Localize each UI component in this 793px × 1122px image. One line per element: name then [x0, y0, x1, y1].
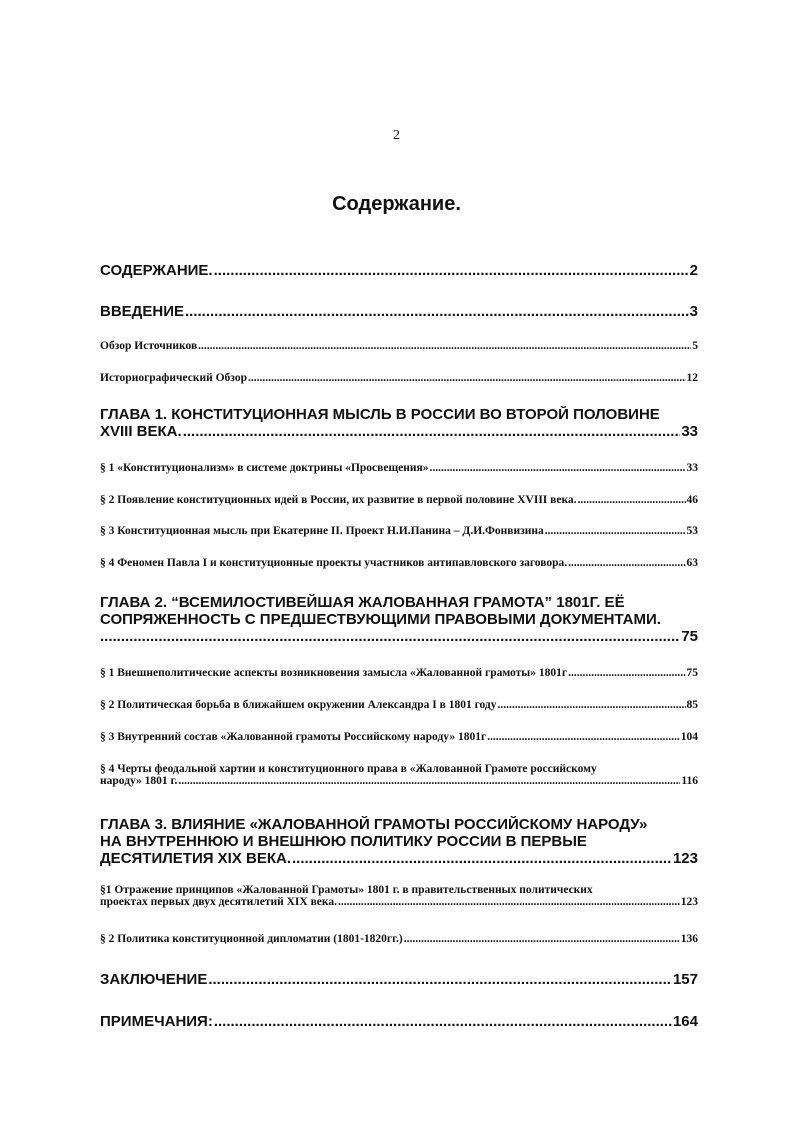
- toc-leader: [430, 462, 686, 474]
- toc-entry-section-2-3[interactable]: [100, 731, 698, 743]
- toc-entry-page: 2: [689, 262, 698, 279]
- toc-entry-title-line-1: §1 Отражение принципов «Жалованной Грамоты» 1801 г. в правительственных политических: [100, 884, 593, 896]
- toc-entry-title: Обзор Источников: [100, 340, 198, 352]
- toc-leader: [248, 372, 685, 384]
- toc-entry-page: 5: [692, 340, 698, 352]
- toc-leader: [568, 557, 685, 569]
- toc-entry-title: § 2 Политическая борьба в ближайшем окружении Александра I в 1801 году: [100, 699, 497, 711]
- toc-entry-sources-review[interactable]: [100, 340, 698, 352]
- toc-entry-section-2-1[interactable]: [100, 667, 698, 679]
- toc-entry-title: § 2 Политика конституционной дипломатии (1801-1820гг.): [100, 933, 403, 945]
- toc-leader: [292, 850, 672, 867]
- toc-entry-page: 123: [672, 850, 698, 867]
- toc-entry-page: 12: [686, 372, 698, 384]
- toc-entry-title-line-2: СОПРЯЖЕННОСТЬ С ПРЕДШЕСТВУЮЩИМИ ПРАВОВЫМИ ДОКУМЕНТАМИ.: [100, 611, 661, 628]
- toc-entry-page: 53: [686, 525, 698, 537]
- toc-entry-section-2-4[interactable]: [100, 763, 698, 787]
- toc-entry-page: 104: [680, 731, 698, 743]
- toc-entry-contents[interactable]: [100, 262, 698, 279]
- toc-entry-page: 33: [686, 462, 698, 474]
- toc-entry-title-line-1: ГЛАВА 2. “ВСЕМИЛОСТИВЕЙШАЯ ЖАЛОВАННАЯ ГРАМОТА” 1801Г. ЕЁ: [100, 594, 625, 611]
- toc-entry-page: 85: [686, 699, 698, 711]
- toc-leader: [198, 340, 691, 352]
- toc-leader: [545, 525, 686, 537]
- toc-entry-title: § 3 Конституционная мысль при Екатерине II. Проект Н.И.Панина – Д.И.Фонвизина: [100, 525, 544, 537]
- toc-entry-chapter-2[interactable]: [100, 594, 698, 645]
- toc-leader: [487, 731, 680, 743]
- toc-entry-section-1-3[interactable]: [100, 525, 698, 537]
- toc-entry-section-3-2[interactable]: [100, 933, 698, 945]
- toc-entry-page: 116: [681, 775, 698, 787]
- toc-entry-section-2-2[interactable]: [100, 699, 698, 711]
- toc-entry-title-line-1: ГЛАВА 3. ВЛИЯНИЕ «ЖАЛОВАННОЙ ГРАМОТЫ РОССИЙСКОМУ НАРОДУ»: [100, 816, 648, 833]
- toc-entry-page: 123: [680, 896, 698, 908]
- toc-entry-title-line-1: ГЛАВА 1. КОНСТИТУЦИОННАЯ МЫСЛЬ В РОССИИ ВО ВТОРОЙ ПОЛОВИНЕ: [100, 406, 660, 423]
- toc-entry-page: 75: [686, 667, 698, 679]
- toc-entry-title: § 4 Феномен Павла I и конституционные проекты участников антипавловского заговора.: [100, 557, 568, 569]
- toc-entry-title-line-1: § 4 Черты феодальной хартии и конституционного права в «Жалованной Грамоте российскому: [100, 763, 597, 775]
- toc-entry-title: § 1 Внешнеполитические аспекты возникновения замысла «Жалованной грамоты» 1801г: [100, 667, 568, 679]
- toc-leader: [100, 628, 680, 645]
- toc-entry-title-line-2: НА ВНУТРЕННЮЮ И ВНЕШНЮЮ ПОЛИТИКУ РОССИИ В ПЕРВЫЕ: [100, 833, 587, 850]
- toc-entry-title: Историографический Обзор: [100, 372, 248, 384]
- toc-entry-title: § 1 «Конституционализм» в системе доктрины «Просвещения»: [100, 462, 429, 474]
- toc-entry-historiography[interactable]: [100, 372, 698, 384]
- toc-entry-chapter-1[interactable]: [100, 406, 698, 440]
- toc-leader: [208, 971, 672, 988]
- toc-leader: [183, 423, 681, 440]
- toc-entry-title-line-2: XVIII ВЕКА.: [100, 423, 182, 440]
- toc-leader: [178, 775, 680, 787]
- toc-entry-title: СОДЕРЖАНИЕ.: [100, 262, 213, 279]
- toc-leader: [578, 494, 686, 506]
- toc-entry-introduction[interactable]: [100, 303, 698, 320]
- toc-entry-title-line-2: проектах первых двух десятилетий XIX века.: [100, 896, 337, 908]
- toc-leader: [338, 896, 680, 908]
- toc-entry-page: 157: [672, 971, 698, 988]
- toc-entry-title: ВВЕДЕНИЕ: [100, 303, 184, 320]
- toc-entry-title: § 2 Появление конституционных идей в России, их развитие в первой половине XVIII века.: [100, 494, 577, 506]
- toc-entry-page: 75: [681, 628, 698, 645]
- toc-entry-title: ПРИМЕЧАНИЯ:: [100, 1013, 213, 1030]
- toc-entry-page: 46: [686, 494, 698, 506]
- toc-leader: [404, 933, 680, 945]
- toc-leader: [498, 699, 686, 711]
- toc-entry-page: 63: [686, 557, 698, 569]
- toc-entry-notes[interactable]: [100, 1013, 698, 1030]
- toc-entry-page: 3: [689, 303, 698, 320]
- toc-entry-title: ЗАКЛЮЧЕНИЕ: [100, 971, 208, 988]
- page-number: 2: [393, 128, 400, 143]
- toc-entry-section-3-1[interactable]: [100, 884, 698, 908]
- toc-entry-title-line-3: ДЕСЯТИЛЕТИЯ XIX ВЕКА.: [100, 850, 292, 867]
- toc-entry-section-1-4[interactable]: [100, 557, 698, 569]
- toc-entry-conclusion[interactable]: [100, 971, 698, 988]
- toc-leader: [185, 303, 689, 320]
- toc-entry-section-1-2[interactable]: [100, 494, 698, 506]
- toc-entry-section-1-1[interactable]: [100, 462, 698, 474]
- toc-leader: [214, 1013, 672, 1030]
- toc-leader: [568, 667, 685, 679]
- toc-entry-page: 136: [680, 933, 698, 945]
- toc-entry-title-line-2: народу» 1801 г.: [100, 775, 178, 787]
- page-title: Содержание.: [332, 193, 461, 215]
- toc-entry-page: 164: [672, 1013, 698, 1030]
- toc-leader: [214, 262, 689, 279]
- toc-entry-page: 33: [681, 423, 698, 440]
- toc-entry-title: § 3 Внутренний состав «Жалованной грамоты Российскому народу» 1801г: [100, 731, 487, 743]
- toc-entry-chapter-3[interactable]: [100, 816, 698, 867]
